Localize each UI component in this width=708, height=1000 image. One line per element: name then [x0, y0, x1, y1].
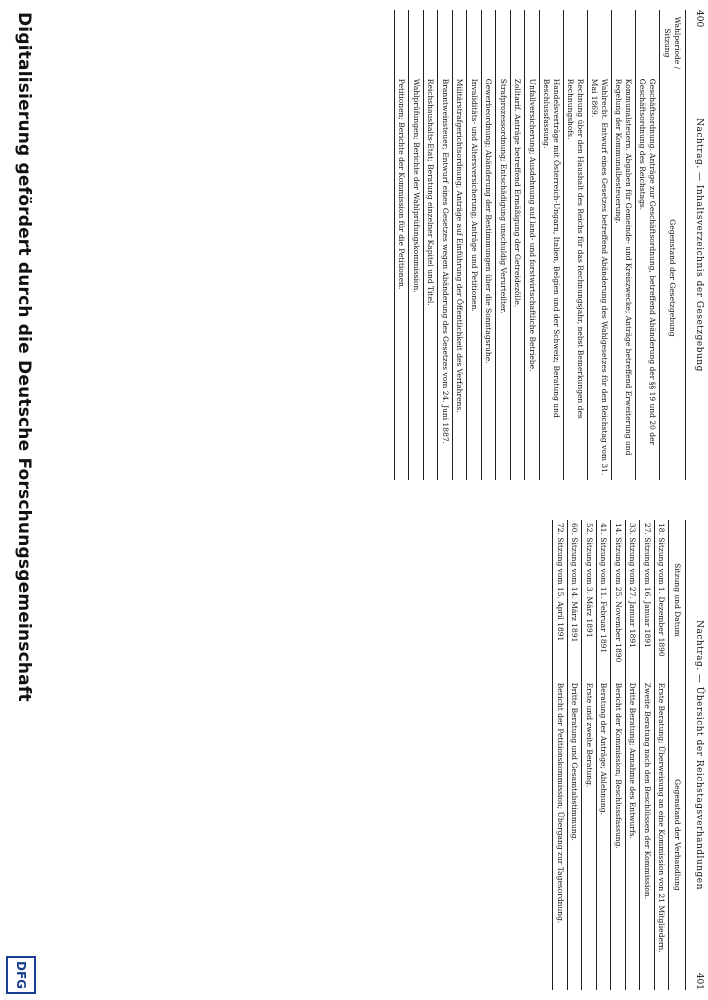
table-cell: Petitionen; Berichte der Kommission für die Petitionen.: [395, 76, 410, 480]
table-cell: Beratung der Anträge; Ablehnung.: [597, 680, 612, 990]
table-row: [564, 10, 588, 480]
table-row: [395, 10, 410, 480]
table-cell: [409, 10, 424, 76]
register-table-right: [553, 520, 687, 990]
table-row: [409, 10, 424, 480]
table-cell: Handelsverträge mit Österreich-Ungarn, Italien, Belgien und der Schweiz; Beratung und Beschlussfassung.: [540, 76, 564, 480]
table-cell: [511, 10, 526, 76]
table-cell: 72. Sitzung vom 15. April 1891: [553, 520, 568, 680]
table-cell: [453, 10, 468, 76]
dfg-logo: DFG: [6, 956, 36, 994]
table-row: [568, 520, 583, 990]
table-cell: [467, 10, 482, 76]
table-cell: Erste und zweite Beratung.: [582, 680, 597, 990]
table-row: [636, 10, 660, 480]
table-cell: Geschäftsordnung. Anträge zur Geschäftsordnung, betreffend Abänderung der §§ 19 und 20 der Geschäftsordnung des Reichstags.: [636, 76, 660, 480]
funding-notice: Digitalisierung gefördert durch die Deutsche Forschungsgemeinschaft: [14, 12, 34, 702]
table-cell: 14. Sitzung vom 25. November 1890: [611, 520, 626, 680]
table-row: [496, 10, 511, 480]
table-cell: 33. Sitzung vom 27. Januar 1891: [626, 520, 641, 680]
table-row: [597, 520, 612, 990]
table-cell: Bericht der Petitionskommission; Übergang zur Tagesordnung.: [553, 680, 568, 990]
table-cell: Strafprozessordnung; Entschädigung unschuldig Verurteilter.: [496, 76, 511, 480]
table-cell: 41. Sitzung vom 11. Februar 1891: [597, 520, 612, 680]
register-table-left: [394, 10, 686, 480]
table-cell: Dritte Beratung und Gesamtabstimmung.: [568, 680, 583, 990]
table-cell: 18. Sitzung vom 1. Dezember 1890: [655, 520, 670, 680]
table-row: [588, 10, 612, 480]
table-row: [482, 10, 497, 480]
table-cell: Zweite Beratung nach den Beschlüssen der Kommission.: [640, 680, 655, 990]
table-cell: Invaliditäts- und Altersversicherung; Anträge und Petitionen.: [467, 76, 482, 480]
table-cell: 52. Sitzung vom 3. März 1891: [582, 520, 597, 680]
table-cell: [636, 10, 660, 76]
table-cell: [525, 10, 540, 76]
table-row: [640, 520, 655, 990]
table-cell: Wahlprüfungen; Berichte der Wahlprüfungskommission.: [409, 76, 424, 480]
table-row: [655, 520, 670, 990]
table-cell: Dritte Beratung; Annahme des Entwurfs.: [626, 680, 641, 990]
table-cell: Branntweinsteuer; Entwurf eines Gesetzes wegen Abänderung des Gesetzes vom 24. Juni 1887.: [438, 76, 453, 480]
page-number-left: 400: [694, 10, 704, 28]
table-cell: Gewerbeordnung; Abänderung der Bestimmungen über die Sonntagsruhe.: [482, 76, 497, 480]
table-row: [612, 10, 636, 480]
table-row: [582, 520, 597, 990]
table-row: [611, 520, 626, 990]
column-header: Gegenstand der Verhandlung: [669, 680, 686, 990]
table-cell: Militärstrafgerichtsordnung; Anträge auf Einführung der Öffentlichkeit des Verfahrens.: [453, 76, 468, 480]
table-cell: [395, 10, 410, 76]
column-header: Wahlperiode / Sitzung: [660, 10, 686, 76]
table-cell: Unfallversicherung; Ausdehnung auf land- und forstwirtschaftliche Betriebe.: [525, 76, 540, 480]
table-cell: [438, 10, 453, 76]
table-row: [511, 10, 526, 480]
table-row: [453, 10, 468, 480]
table-cell: Zolltarif. Anträge betreffend Ermäßigung der Getreidezölle.: [511, 76, 526, 480]
running-head-right: Nachtrag. — Übersicht der Reichstagsverhandlungen: [694, 620, 704, 890]
table-cell: Erste Beratung; Überweisung an eine Kommission von 21 Mitgliedern.: [655, 680, 670, 990]
left-page: [43, 10, 708, 480]
right-page: [43, 520, 708, 990]
page-number-right: 401: [694, 972, 704, 990]
table-row: [438, 10, 453, 480]
running-head-left: Nachtrag. — Inhaltsverzeichnis der Gesetzgebung: [694, 118, 704, 372]
table-cell: [496, 10, 511, 76]
table-cell: Reichshaushalts-Etat; Beratung einzelner Kapitel und Titel.: [424, 76, 439, 480]
table-row: [467, 10, 482, 480]
column-header: Sitzung und Datum: [669, 520, 686, 680]
table-row: [540, 10, 564, 480]
table-row: [626, 520, 641, 990]
table-cell: [588, 10, 612, 76]
table-cell: 60. Sitzung vom 14. März 1891: [568, 520, 583, 680]
footer-bar: [0, 0, 40, 1000]
table-row: [424, 10, 439, 480]
table-row: [553, 520, 568, 990]
table-cell: [564, 10, 588, 76]
column-header: Gegenstand der Gesetzgebung: [660, 76, 686, 480]
table-cell: 27. Sitzung vom 16. Januar 1891: [640, 520, 655, 680]
table-cell: Kommunalsteuern. Abgaben für Gemeinde- und Kreiszwecke; Anträge betreffend Erweiterung und Regelung der Kommunalbesteuerung.: [612, 76, 636, 480]
table-cell: [482, 10, 497, 76]
table-row: [525, 10, 540, 480]
table-cell: Rechnung über den Haushalt des Reichs für das Rechnungsjahr, nebst Bemerkungen des Rechnungshofs.: [564, 76, 588, 480]
table-cell: [540, 10, 564, 76]
table-cell: Wahlrecht. Entwurf eines Gesetzes betreffend Abänderung des Wahlgesetzes für den Reichstag vom 31. Mai 1869.: [588, 76, 612, 480]
table-cell: [424, 10, 439, 76]
table-cell: Bericht der Kommission; Beschlussfassung.: [611, 680, 626, 990]
table-cell: [612, 10, 636, 76]
